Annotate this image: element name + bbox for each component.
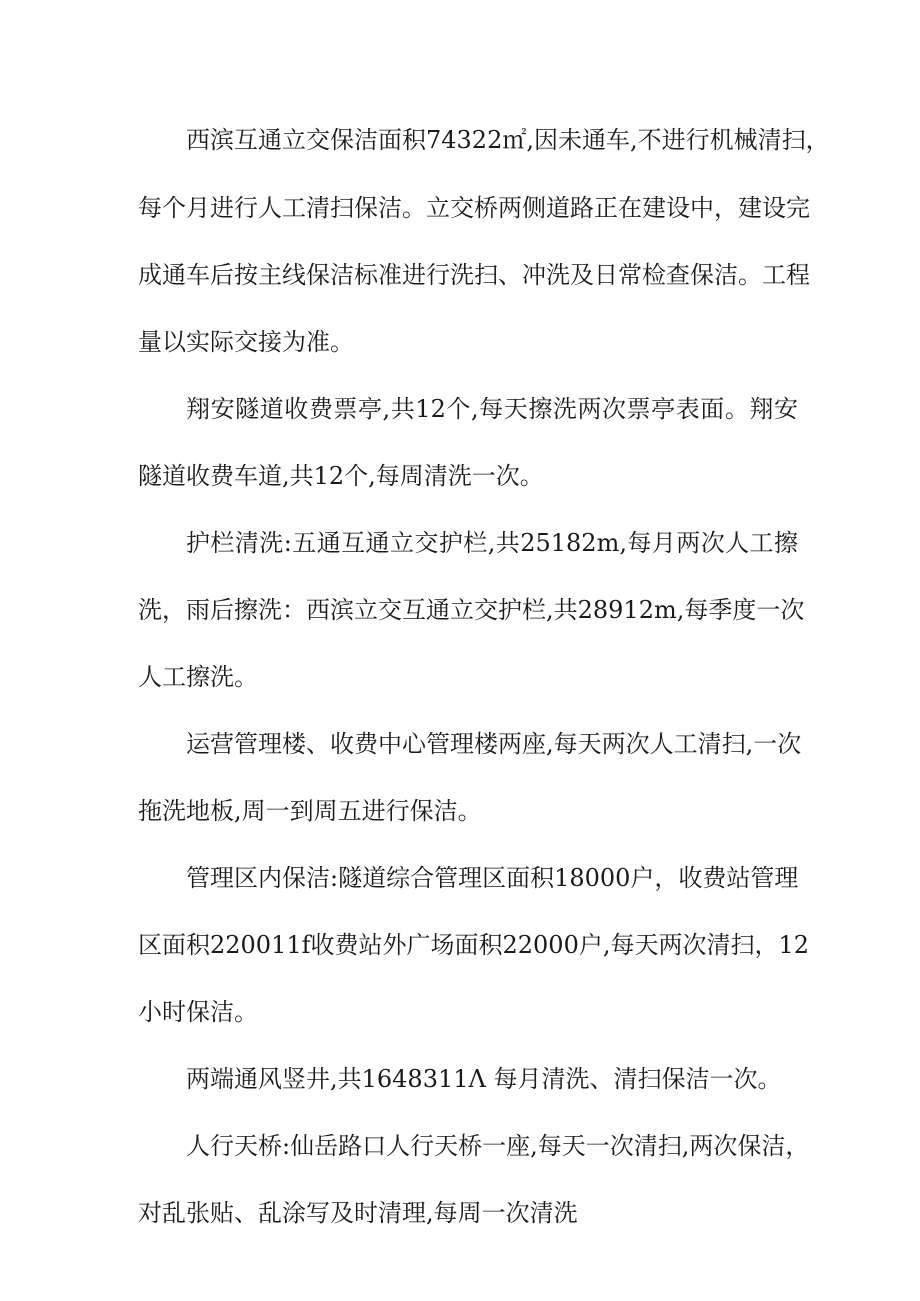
text-line: 每个月进行人工清扫保洁。立交桥两侧道路正在建设中，建设完 [138, 194, 810, 222]
text-line: 洗，雨后擦洗：西滨立交互通立交护栏,共28912m,每季度一次 [138, 596, 805, 624]
text-line: 人行天桥:仙岳路口人行天桥一座,每天一次清扫,两次保洁， [186, 1132, 810, 1160]
text-line: 成通车后按主线保洁标准进行洗扫、冲洗及日常检查保洁。工程 [138, 261, 810, 289]
text-line: 两端通风竖井,共1648311Λ 每月清洗、清扫保洁一次。 [186, 1065, 782, 1093]
text-line: 隧道收费车道,共12个,每周清洗一次。 [138, 462, 544, 490]
text-line: 量以实际交接为准。 [138, 328, 354, 356]
text-line: 拖洗地板,周一到周五进行保洁。 [138, 797, 482, 825]
text-line: 人工擦洗。 [138, 663, 258, 691]
text-line: 区面积220011f收费站外广场面积22000户,每天两次清扫，12 [138, 931, 810, 959]
text-line: 翔安隧道收费票亭,共12个,每天擦洗两次票亭表面。翔安 [186, 395, 798, 423]
text-line: 运营管理楼、收费中心管理楼两座,每天两次人工清扫,一次 [186, 730, 802, 758]
text-line: 护栏清洗:五通互通立交护栏,共25182m,每月两次人工擦 [186, 529, 798, 557]
text-line: 西滨互通立交保洁面积74322㎡,因未通车,不进行机械清扫， [186, 126, 830, 154]
text-line: 对乱张贴、乱涂写及时清理,每周一次清洗 [138, 1199, 578, 1227]
text-line: 管理区内保洁:隧道综合管理区面积18000户，收费站管理 [186, 864, 799, 892]
text-line: 小时保洁。 [138, 998, 258, 1026]
